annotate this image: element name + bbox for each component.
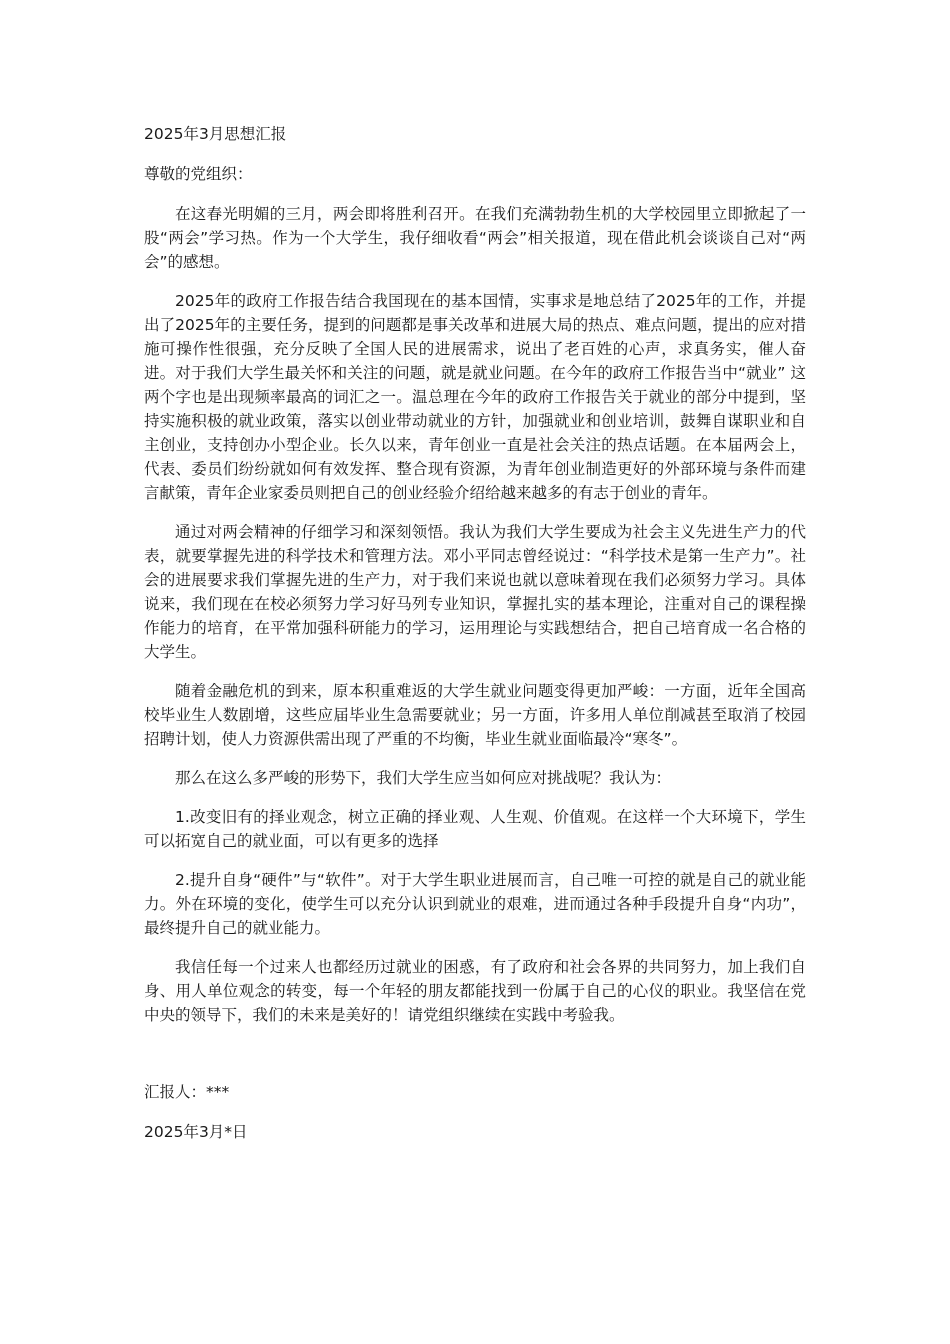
signer-line: 汇报人：*** [144, 1083, 230, 1101]
paragraph-employment-crisis: 随着金融危机的到来，原本积重难返的大学生就业问题变得更加严峻：一方面，近年全国高校毕业生人数剧增，这些应届毕业生急需要就业；另一方面，许多用人单位削减甚至取消了校园招聘计划，使人力资源供需出现了严重的不均衡，毕业生就业面临最冷“寒冬”。 [144, 682, 806, 748]
paragraph-study: 通过对两会精神的仔细学习和深刻领悟。我认为我们大学生要成为社会主义先进生产力的代表，就要掌握先进的科学技术和管理方法。邓小平同志曾经说过：“科学技术是第一生产力”。社会的进展要求我们掌握先进的生产力，对于我们来说也就以意味着现在我们必须努力学习。具体说来，我们现在在校必须努力学习好马列专业知识，掌握扎实的基本理论，注重对自己的课程操作能力的培育，在平常加强科研能力的学习，运用理论与实践想结合，把自己培育成一名合格的大学生。 [144, 523, 806, 661]
paragraph-point-two: 2.提升自身“硬件”与“软件”。对于大学生职业进展而言，自己唯一可控的就是自己的就业能力。外在环境的变化，使学生可以充分认识到就业的艰难，进而通过各种手段提升自身“内功”，最终提升自己的就业能力。 [144, 871, 806, 937]
paragraph-point-one: 1.改变旧有的择业观念，树立正确的择业观、人生观、价值观。在这样一个大环境下，学生可以拓宽自己的就业面，可以有更多的选择 [144, 808, 806, 850]
report-date: 2025年3月*日 [144, 1123, 248, 1141]
paragraph-conclusion: 我信任每一个过来人也都经历过就业的困惑，有了政府和社会各界的共同努力，加上我们自身、用人单位观念的转变，每一个年轻的朋友都能找到一份属于自己的心仪的职业。我坚信在党中央的领导下，我们的未来是美好的！请党组织继续在实践中考验我。 [144, 958, 806, 1024]
salutation: 尊敬的党组织： [144, 165, 253, 183]
paragraph-intro: 在这春光明媚的三月，两会即将胜利召开。在我们充满勃勃生机的大学校园里立即掀起了一股“两会”学习热。作为一个大学生，我仔细收看“两会”相关报道，现在借此机会谈谈自己对“两会”的感想。 [144, 205, 806, 271]
signature-spacer [144, 1042, 806, 1080]
paragraph-question: 那么在这么多严峻的形势下，我们大学生应当如何应对挑战呢？我认为： [175, 769, 672, 787]
paragraph-work-report: 2025年的政府工作报告结合我国现在的基本国情，实事求是地总结了2025年的工作，并提出了2025年的主要任务，提到的问题都是事关改革和进展大局的热点、难点问题，提出的应对措施可操作性很强，充分反映了全国人民的进展需求，说出了老百姓的心声，求真务实，催人奋进。对于我们大学生最关怀和关注的问题，就是就业问题。在今年的政府工作报告当中“就业” 这两个字也是出现频率最高的词汇之一。温总理在今年的政府工作报告关于就业的部分中提到，坚持实施积极的就业政策，落实以创业带动就业的方针，加强就业和创业培训，鼓舞自谋职业和自主创业，支持创办小型企业。长久以来，青年创业一直是社会关注的热点话题。在本届两会上，代表、委员们纷纷就如何有效发挥、整合现有资源，为青年创业制造更好的外部环境与条件而建言献策，青年企业家委员则把自己的创业经验介绍给越来越多的有志于创业的青年。 [144, 292, 806, 502]
document-title: 2025年3月思想汇报 [144, 125, 287, 143]
document-page [144, 122, 806, 1144]
